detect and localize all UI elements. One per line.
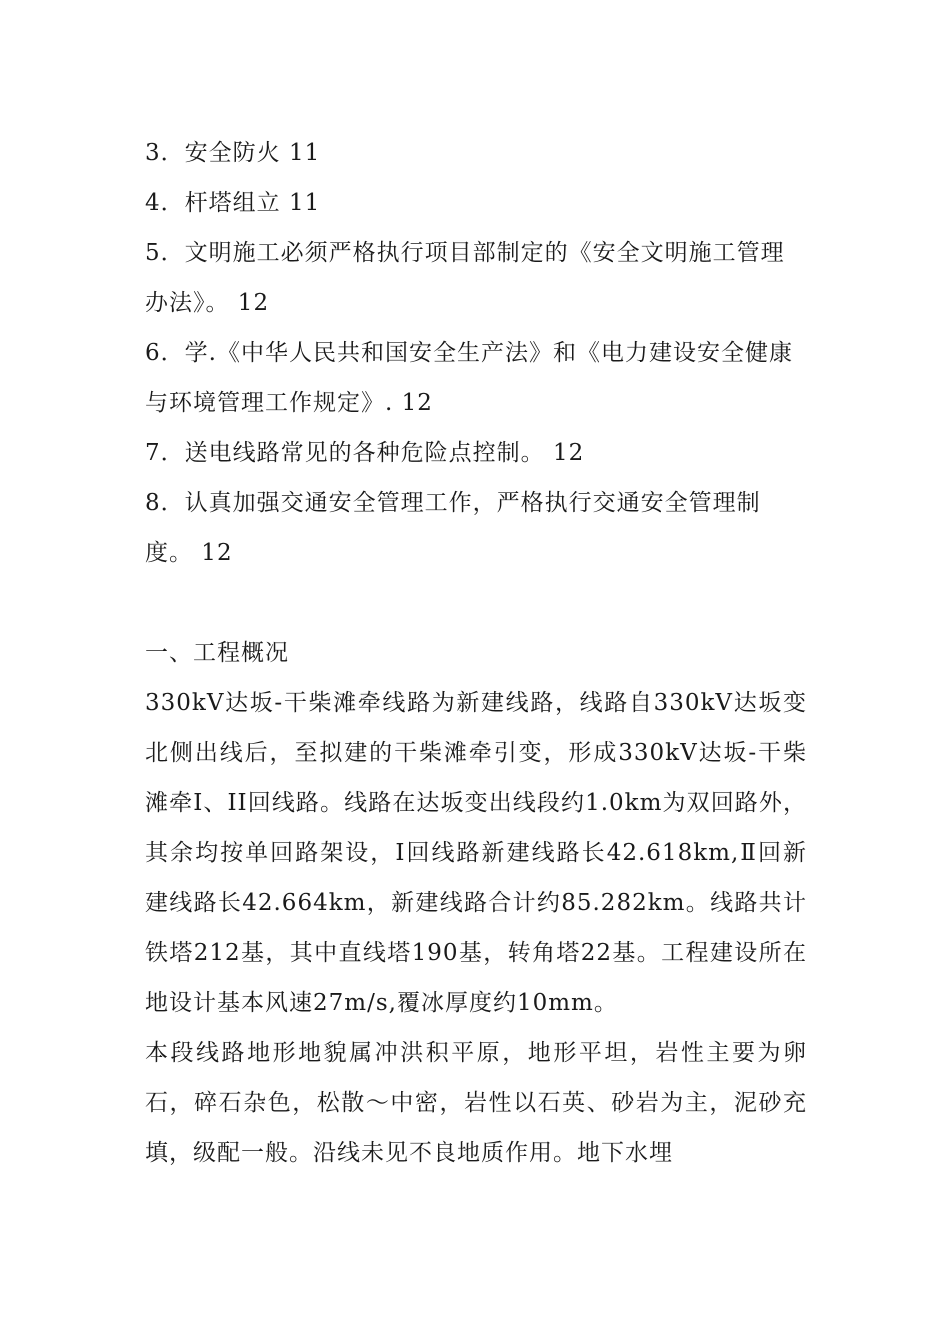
toc-entry-5[interactable]: 5．文明施工必须严格执行项目部制定的《安全文明施工管理办法》。 12	[145, 240, 785, 316]
toc-entry-4[interactable]: 4．杆塔组立 11	[145, 190, 321, 216]
section-title: 一、工程概况	[145, 640, 289, 666]
toc-entry-6[interactable]: 6．学.《中华人民共和国安全生产法》和《电力建设安全健康与环境管理工作规定》. 12	[145, 340, 793, 416]
project-overview-paragraph: 330kV达坂-干柴滩牵线路为新建线路，线路自330kV达坂变北侧出线后，至拟建的干柴滩牵引变，形成330kV达坂-干柴滩牵Ⅰ、II回线路。线路在达坂变出线段约1.0km为双回路外，其余均按单回路架设，Ⅰ回线路新建线路长42.618km,Ⅱ回新建线路长42.664km，新建线路合计约85.282km。线路共计铁塔212基，其中直线塔190基，转角塔22基。工程建设所在地设计基本风速27m/s,覆冰厚度约10mm。	[145, 690, 807, 1016]
document-page	[145, 128, 807, 1178]
toc-entry-3[interactable]: 3．安全防火 11	[145, 140, 321, 166]
section-gap	[145, 578, 807, 628]
toc-entry-7[interactable]: 7．送电线路常见的各种危险点控制。 12	[145, 440, 585, 466]
terrain-paragraph: 本段线路地形地貌属冲洪积平原，地形平坦，岩性主要为卵石，碎石杂色，松散～中密，岩性以石英、砂岩为主，泥砂充填，级配一般。沿线未见不良地质作用。地下水埋	[145, 1040, 807, 1166]
toc-entry-8[interactable]: 8．认真加强交通安全管理工作，严格执行交通安全管理制度。 12	[145, 490, 761, 566]
